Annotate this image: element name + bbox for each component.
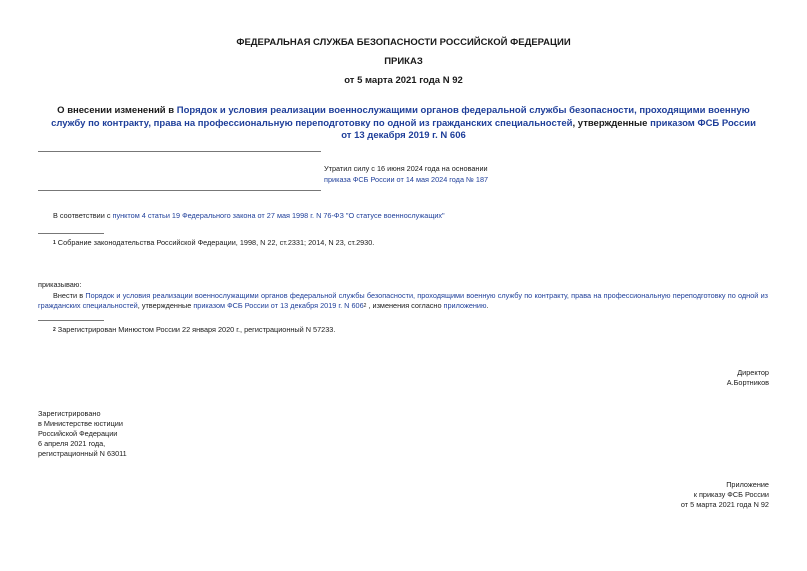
- status-bottom-rule: [38, 190, 321, 191]
- appendix-line: от 5 марта 2021 года N 92: [680, 500, 769, 509]
- footnote-2-text: Зарегистрирован Минюстом России 22 января 2020 г., регистрационный N 57233.: [55, 325, 336, 334]
- footnote-2: [53, 325, 335, 335]
- appendix-line: к приказу ФСБ России: [693, 490, 769, 499]
- order-end: .: [486, 301, 489, 310]
- basis-law-link[interactable]: пунктом 4 статьи 19 Федерального закона от 27 мая 1998 г. N 76-ФЗ "О статусе военнослужащих": [112, 211, 445, 220]
- agency-name: ФЕДЕРАЛЬНАЯ СЛУЖБА БЕЗОПАСНОСТИ РОССИЙСКОЙ ФЕДЕРАЦИИ: [236, 37, 571, 48]
- title-prefix: О внесении изменений в: [57, 105, 177, 116]
- footnote2-rule: [38, 320, 104, 321]
- title-link-order-606[interactable]: приказом ФСБ России от 13 декабря 2019 г. N 606: [341, 117, 756, 141]
- registration-line: Зарегистрировано: [38, 409, 101, 418]
- order-prefix: Внести в: [53, 291, 86, 300]
- footnote-1-text: Собрание законодательства Российской Федерации, 1998, N 22, ст.2331; 2014, N 23, ст.2930.: [55, 238, 375, 247]
- footnote-1-mark: 1: [53, 240, 56, 246]
- order-footnote-mark: 2: [363, 303, 367, 309]
- order-link-procedure[interactable]: Порядок и условия реализации военнослужащими органов федеральной службы безопасности, проходящими военную службу по контракту, права на профессиональную переподготовку по одной из гражданских специальностей: [38, 291, 768, 310]
- title-link-procedure[interactable]: Порядок и условия реализации военнослужащими органов федеральной службы безопасности, проходящими военную службу по контракту, права на профессиональную переподготовку по одной из гражданских специальностей: [51, 105, 750, 129]
- document-title: [48, 105, 759, 143]
- order-suffix: , изменения согласно: [366, 301, 444, 310]
- order-link-order-606[interactable]: приказом ФСБ России от 13 декабря 2019 г. N 606: [193, 301, 364, 310]
- registration-line: 6 апреля 2021 года,: [38, 439, 106, 448]
- signature-block: [727, 368, 769, 388]
- footnote-1: [53, 238, 374, 248]
- title-middle: , утвержденные: [572, 117, 651, 129]
- order-middle: , утвержденные: [137, 301, 194, 310]
- order-word: приказываю:: [38, 280, 82, 289]
- registration-line: регистрационный N 63011: [38, 449, 127, 458]
- appendix-line: Приложение: [726, 480, 769, 489]
- status-text: Утратил силу с 16 июня 2024 года на основании: [324, 164, 488, 173]
- document-date-number: от 5 марта 2021 года N 92: [344, 75, 463, 86]
- order-paragraph: [38, 291, 768, 311]
- registration-block: [38, 409, 127, 459]
- basis-paragraph: [53, 211, 445, 221]
- footnote1-rule: [38, 233, 104, 234]
- appendix-block: [681, 480, 769, 510]
- status-link[interactable]: приказа ФСБ России от 14 мая 2024 года № 187: [324, 175, 489, 184]
- appendix-link[interactable]: приложению: [443, 301, 487, 310]
- basis-prefix: В соответствии с: [53, 211, 113, 220]
- signature-name: А.Бортников: [726, 378, 769, 387]
- signature-position: Директор: [737, 368, 769, 377]
- footnote-2-mark: 2: [53, 327, 56, 333]
- status-top-rule: [38, 151, 321, 152]
- document-type: ПРИКАЗ: [384, 56, 423, 67]
- registration-line: в Министерстве юстиции: [38, 419, 123, 428]
- registration-line: Российской Федерации: [38, 429, 118, 438]
